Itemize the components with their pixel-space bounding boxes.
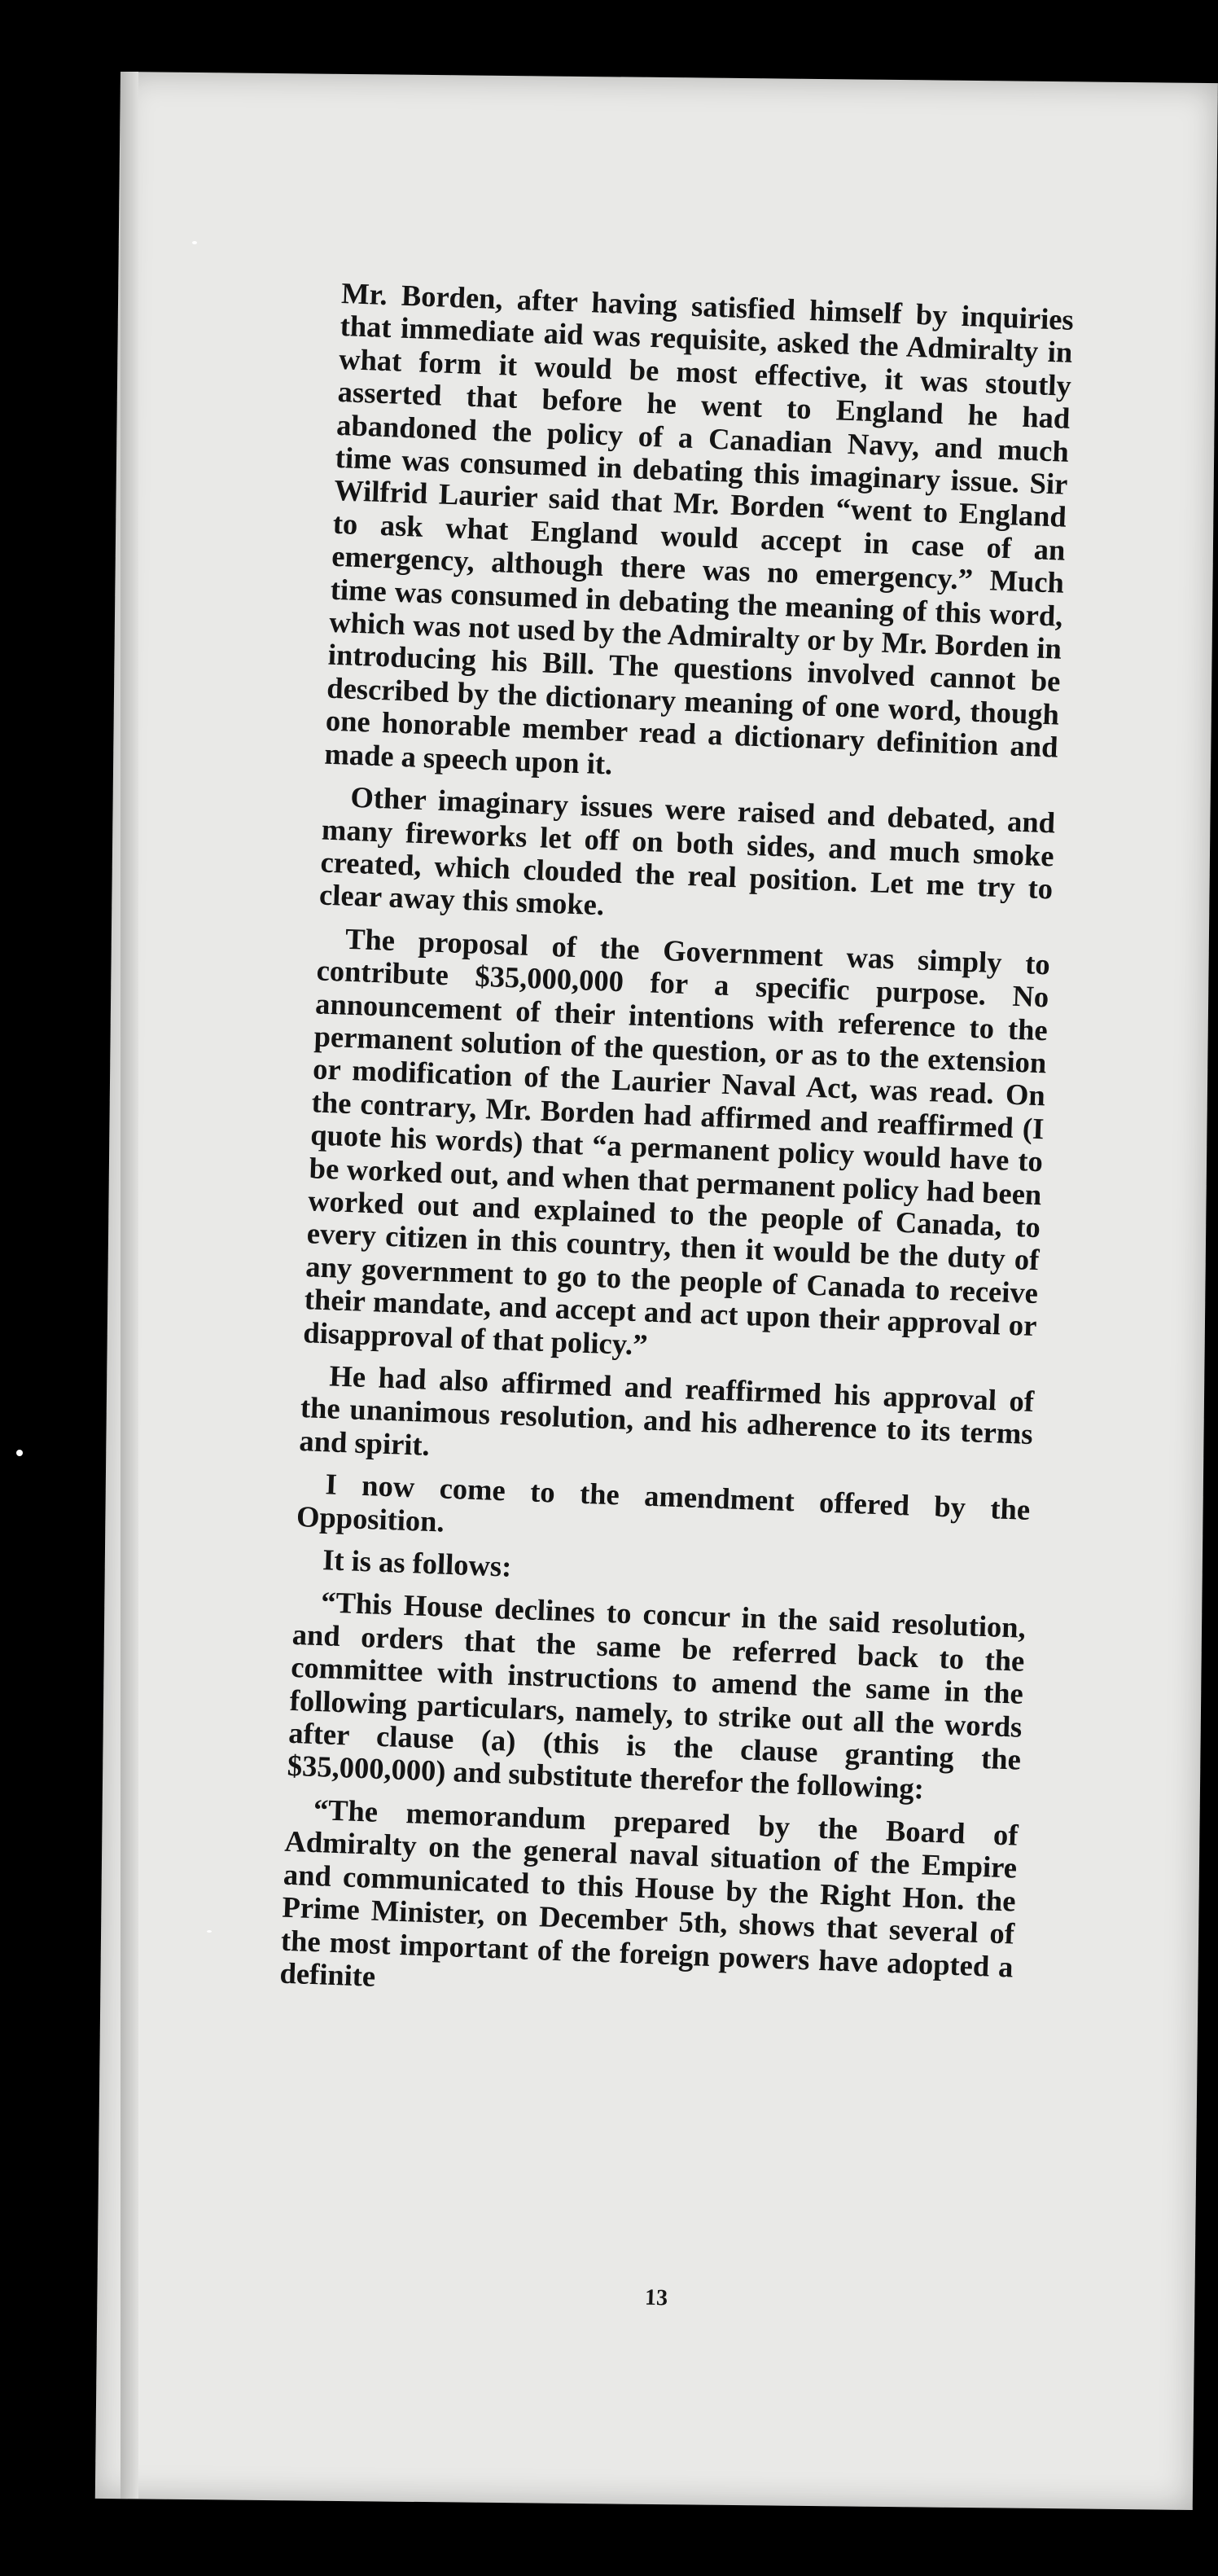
- paragraph-1: Mr. Borden, after having satisfied himself by inquiries that immediate aid was requisite, asked the Admiralty in what form it would be most effective, it was stoutly asserted that before he went to England he had abandoned the policy of a Canadian Navy, and much time was consumed in debating this imaginary issue. Sir Wilfrid Laurier said that Mr. Borden “went to England to ask what England would accept in case of an emergency, although there was no emergency.” Much time was consumed in debating the meaning of this word, which was not used by the Admiralty or by Mr. Borden in introducing his Bill. The questions involved cannot be described by the dictionary meaning of one word, though one honorable member read a dictionary definition and made a speech upon it.: [323, 276, 1075, 781]
- paragraph-6: It is as follows:: [322, 1543, 513, 1583]
- body-text: [278, 277, 1074, 2026]
- scan-speck: [16, 1450, 23, 1456]
- scan-speck: [207, 1930, 212, 1933]
- paragraph-5: I now come to the amendment offered by the Opposition.: [296, 1467, 1031, 1538]
- paragraph-7: “This House declines to concur in the said resolution, and orders that the same be referred back to the committee with instructions to amend the same in the following particulars, namely, to strike out all the words after clause (a) (this is the clause granting the $35,000,000) and substitute therefor the following:: [287, 1585, 1027, 1806]
- page-number: 13: [644, 2284, 668, 2311]
- paragraph-4: He had also affirmed and reaffirmed his approval of the unanimous resolution, and his adherence to its terms and spirit.: [298, 1358, 1035, 1462]
- scan-speck: [192, 241, 197, 244]
- paragraph-2: Other imaginary issues were raised and debated, and many fireworks let off on both sides, and much smoke created, which clouded the real position. Let me try to clear away this smoke.: [318, 779, 1056, 922]
- paragraph-8: “The memorandum prepared by the Board of Admiralty on the general naval situation of the Empire and communicated to this House by the Right Hon. the Prime Minister, on December 5th, shows that several of the most important of the foreign powers have adopted a definite: [278, 1792, 1019, 1993]
- page-binding-edge: [120, 72, 138, 2499]
- paragraph-3: The proposal of the Government was simply to contribute $35,000,000 for a specific purpose. No announcement of their intentions with reference to the permanent solution of the question, or as to the extension or modification of the Laurier Naval Act, was read. On the contrary, Mr. Borden had affirmed and reaffirmed (I quote his words) that “a permanent policy would have to be worked out, and when that permanent policy had been worked out and explained to the people of Canada, to every citizen in this country, then it would be the duty of any government to go to the people of Canada to receive their mandate, and accept and act upon their approval or disapproval of that policy.”: [302, 921, 1051, 1362]
